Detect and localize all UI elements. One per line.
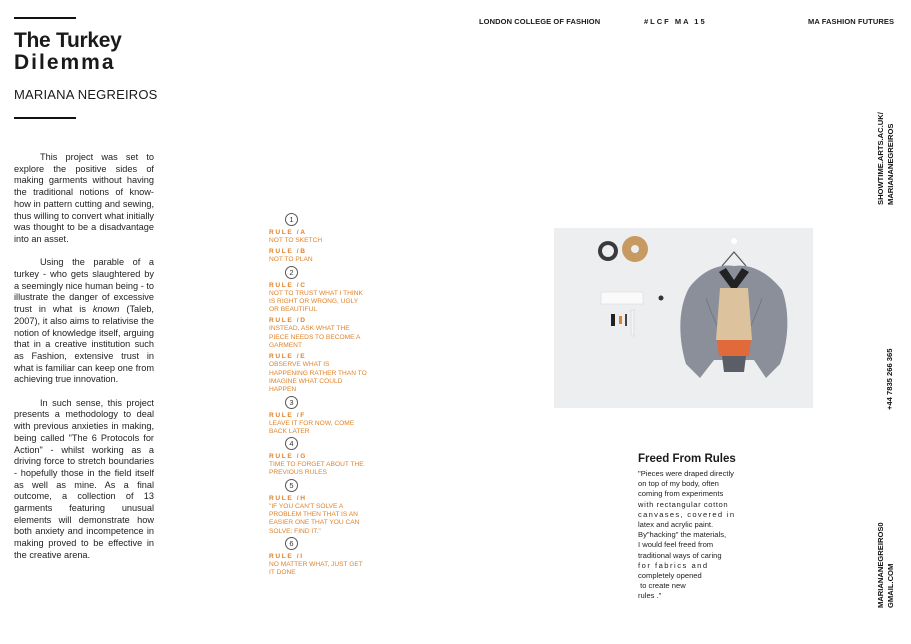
programme-tag: #LCF MA 15 bbox=[644, 17, 707, 26]
caption-line: I would feel freed from bbox=[638, 540, 714, 550]
paragraph-1: This project was set to explore the positive sides of making garments without having the traditional notions of know-how in pattern cutting and sewing, thus willing to convert what initially was thought to be a disadvantage into an asset. bbox=[14, 152, 154, 244]
caption-line: rules ." bbox=[638, 591, 662, 601]
rule-label: RULE /A bbox=[269, 229, 307, 236]
protocol-number-2: 2 bbox=[285, 266, 298, 279]
caption-line: "Pieces were draped directly bbox=[638, 469, 734, 478]
rule-text: NOT TO TRUST WHAT I THINK IS RIGHT OR WRONG, UGLY OR BEAUTIFUL bbox=[269, 289, 363, 314]
rule-label: RULE /I bbox=[269, 552, 304, 560]
caption-line: By"hacking" the materials, bbox=[638, 530, 727, 540]
title-divider bbox=[14, 117, 76, 119]
rule-label: RULE /H bbox=[269, 494, 307, 502]
protocols-list bbox=[269, 212, 369, 578]
caption-line: latex and acrylic paint. bbox=[638, 520, 714, 530]
protocol-number-6: 6 bbox=[285, 537, 298, 550]
caption-line: for fabrics and bbox=[638, 560, 709, 570]
caption-title: Freed From Rules bbox=[638, 453, 736, 465]
rule-label: RULE /E bbox=[269, 353, 307, 361]
protocol-number-1: 1 bbox=[285, 213, 298, 226]
rule-text: OBSERVE WHAT IS HAPPENING RATHER THAN TO IMAGINE WHAT COULD HAPPEN bbox=[269, 361, 367, 394]
garment-photo bbox=[554, 228, 813, 408]
rule-text: LEAVE IT FOR NOW, COME BACK LATER bbox=[269, 419, 355, 435]
rule-label: RULE /F bbox=[269, 411, 306, 419]
rule-label: RULE /C bbox=[269, 281, 307, 289]
rule-text: NOT TO PLAN bbox=[269, 256, 313, 264]
rule-label: RULE /G bbox=[269, 453, 307, 461]
project-description bbox=[14, 152, 154, 573]
rule-label: RULE /D bbox=[269, 317, 307, 325]
protocol-number-4: 4 bbox=[285, 437, 298, 450]
rule-text: NOT TO SKETCH bbox=[269, 237, 323, 244]
caption-line: canvases, covered in bbox=[638, 509, 736, 519]
programme-name: MA FASHION FUTURES bbox=[808, 17, 895, 26]
paragraph-3: In such sense, this project presents a methodology to deal with previous anxieties in making, being called "The 6 Protocols for Action" - whilst working as a driving force to stretch boundaries - hopefully those in the field itself as well as mine. As a final outcome, a collection of 13 garments featuring unusual elements will demonstrate how both anxiety and incompetence in making proved to be effective in the creative arena. bbox=[14, 397, 154, 560]
protocol-number-5: 5 bbox=[285, 479, 298, 492]
rule-text: INSTEAD, ASK WHAT THE PIECE NEEDS TO BECOME A GARMENT bbox=[269, 325, 360, 350]
page-title-line1: The Turkey bbox=[14, 29, 122, 52]
email-link[interactable]: MARIANANEGREIROS0 GMAIL.COM bbox=[876, 522, 895, 608]
protocol-number-3: 3 bbox=[285, 396, 298, 409]
website-link[interactable]: SHOWTIME.ARTS.AC.UK/ MARIANANEGREIROS bbox=[876, 112, 895, 205]
top-divider bbox=[14, 17, 76, 19]
caption-line: completely opened bbox=[638, 571, 702, 581]
rule-text: NO MATTER WHAT, JUST GET IT DONE bbox=[269, 560, 363, 577]
college-name: LONDON COLLEGE OF FASHION bbox=[479, 17, 601, 26]
garment-illustration bbox=[554, 228, 813, 408]
rule-text: TIME TO FORGET ABOUT THE PREVIOUS RULES bbox=[269, 461, 364, 477]
caption-text bbox=[638, 469, 756, 602]
emphasis-known: known bbox=[92, 304, 120, 315]
caption-line: traditional ways of caring bbox=[638, 550, 722, 560]
page-title-line2: Dilemma bbox=[14, 51, 116, 74]
caption-line: to create new bbox=[638, 581, 686, 591]
paragraph-2: Using the parable of a turkey - who gets slaughtered by a seemingly nice human being - to illustrate the danger of excessive trust in what is known (Taleb, 2007), it also aims to relativise the notion of knowledge itself, arguing that in a creative institution such as Fashion, extensive trust in what is familiar can keep one from achieving true innovation. bbox=[14, 257, 154, 385]
caption-line: on top of my body, often bbox=[638, 479, 719, 489]
caption-line: coming from experiments bbox=[638, 489, 724, 499]
rule-label: RULE /B bbox=[269, 248, 307, 256]
phone-number: +44 7835 266 365 bbox=[885, 348, 894, 410]
caption-line: with rectangular cotton bbox=[638, 499, 729, 509]
rule-text: "IF YOU CAN'T SOLVE A PROBLEM THEN THAT IS AN EASIER ONE THAT YOU CAN SOLVE: FIND IT." bbox=[269, 502, 360, 535]
author-name: MARIANA NEGREIROS bbox=[14, 87, 158, 102]
